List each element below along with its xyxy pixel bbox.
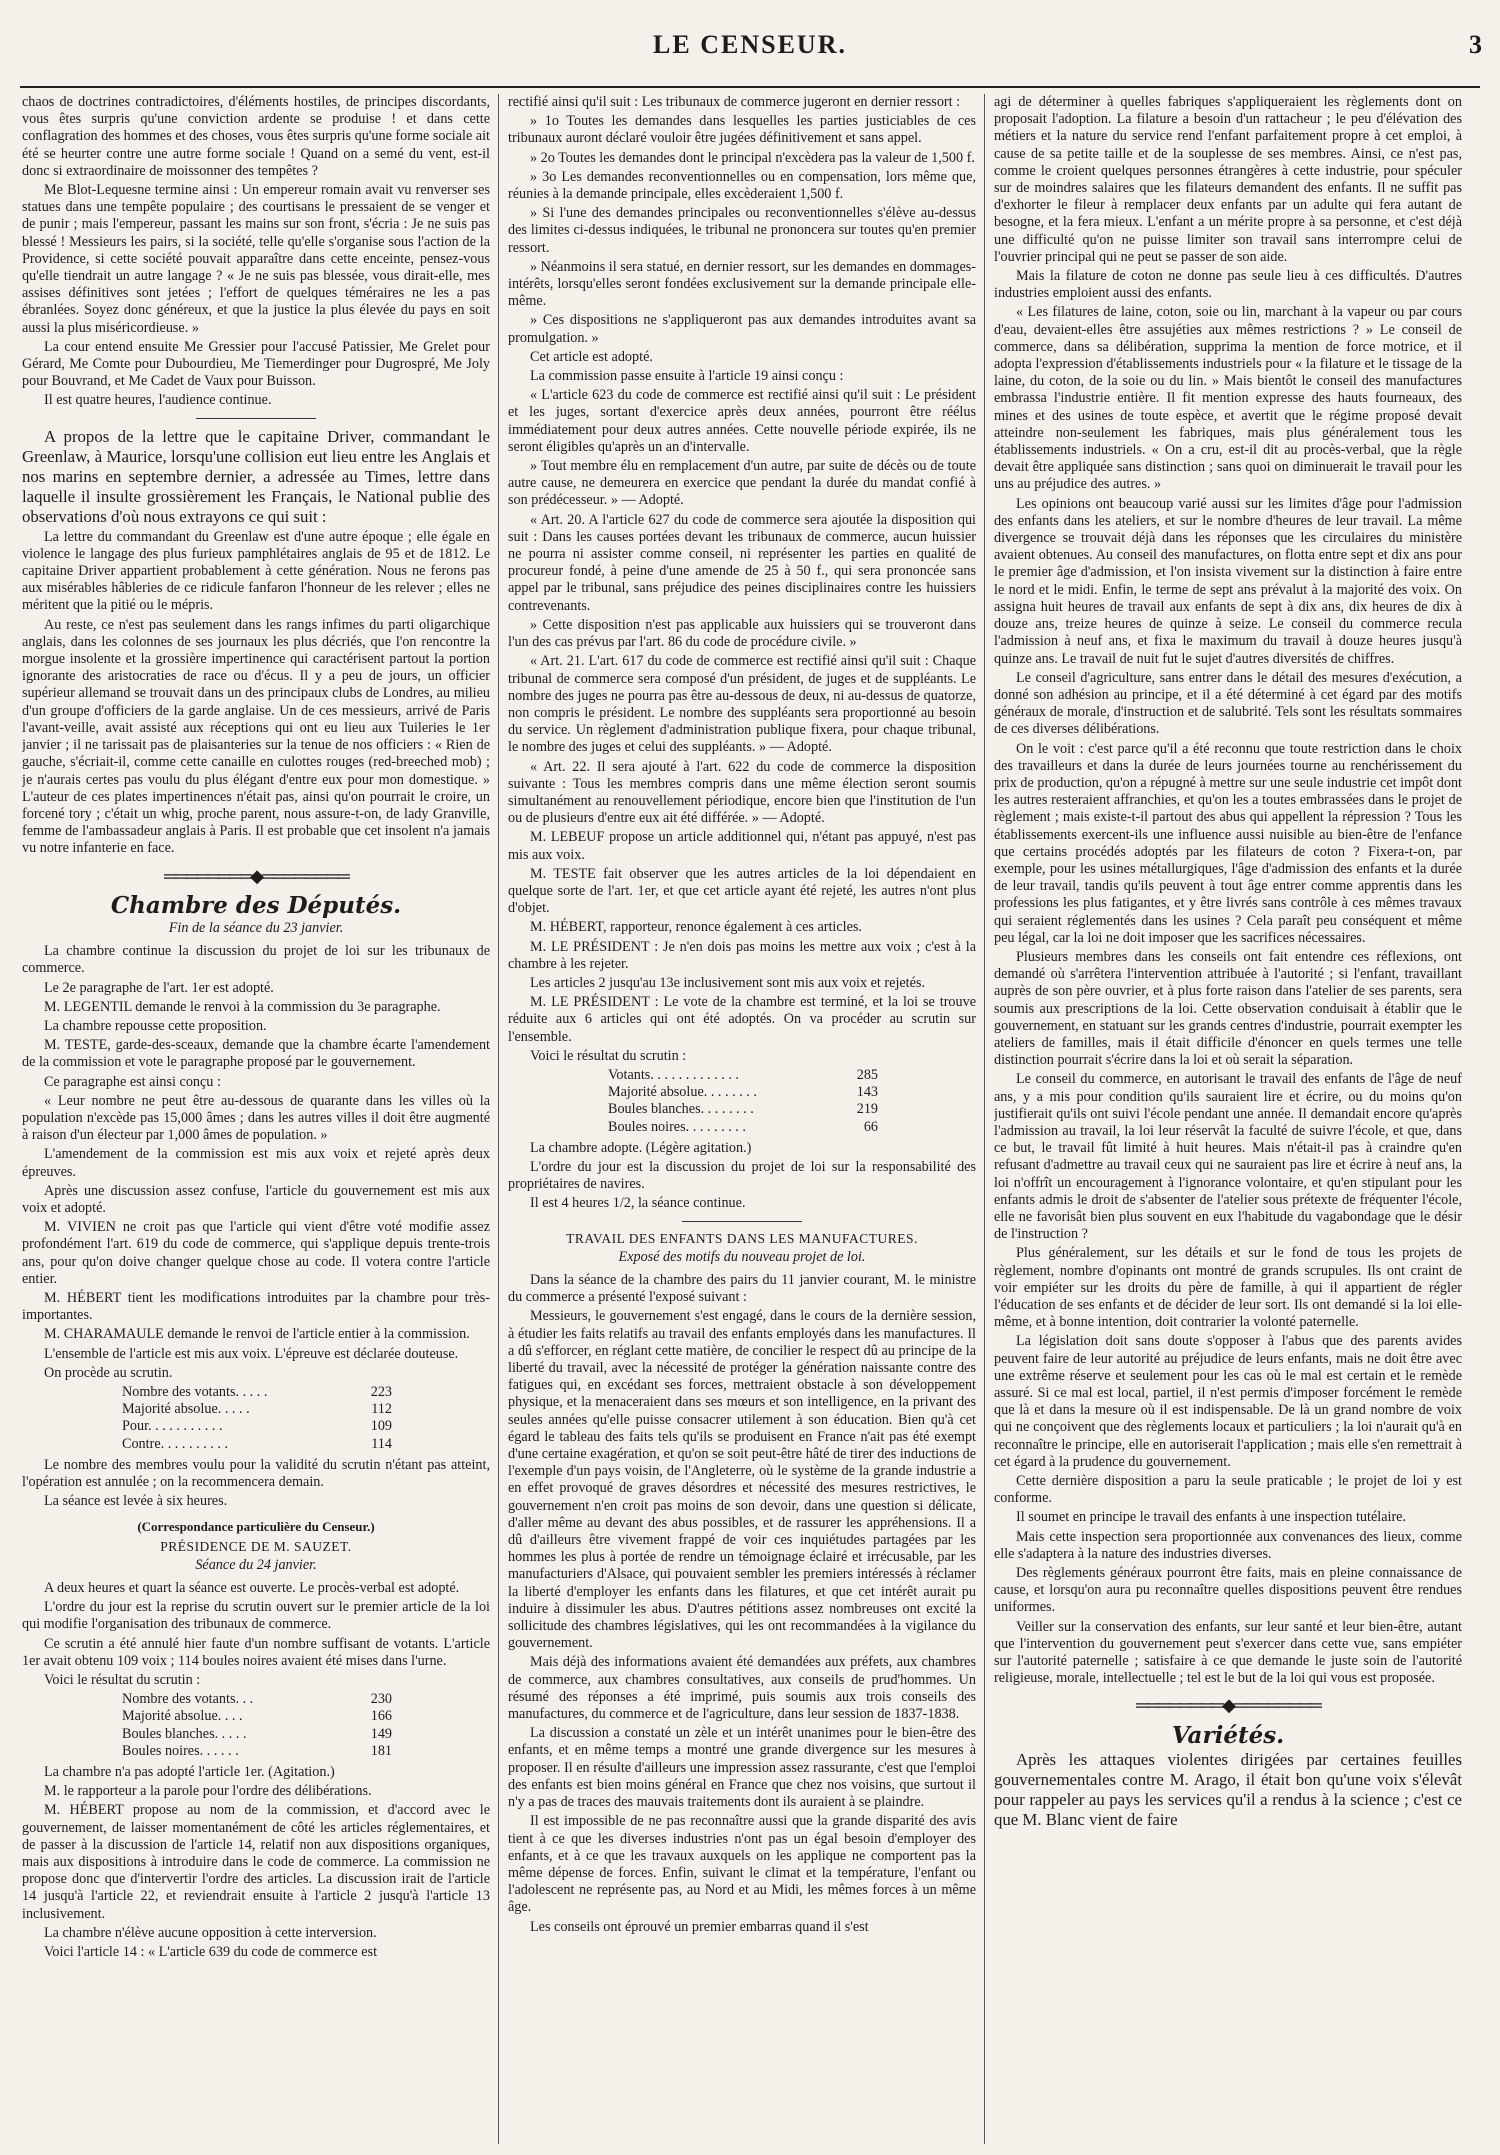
paragraph: Après une discussion assez confuse, l'article du gouvernement est mis aux voix et adopté. xyxy=(22,1182,490,1216)
paragraph: A propos de la lettre que le capitaine Driver, commandant le Greenlaw, à Maurice, lorsqu'une collision eut lieu entre les Anglais et nos marins en septembre dernier, a adressée au Times, lettre dans laquelle il insulte grossièrement les Français, le National publie des observations d'où nous extrayons ce qui suit : xyxy=(22,426,490,526)
vote-label: Pour. . . . . . . . . . . xyxy=(122,1418,223,1435)
paragraph: « Art. 20. A l'article 627 du code de commerce sera ajoutée la disposition qui suit : Dans les causes portées devant les tribunaux de commerce, aucun huissier ne pourra ni assister comme conseil, ni représenter les parties en qualité de procureur fondé, à peine d'une amende de 25 à 50 f., qui sera prononcée sans appel par le tribunal, sans préjudice des peines disciplinaires contre les huissiers contrevenants. xyxy=(508,511,976,614)
paragraph: M. HÉBERT propose au nom de la commission, et d'accord avec le gouvernement, de laisser momentanément de côté les articles réglementaires, et de passer à la discussion de l'article 14, relatif non aux dispositions organiques, mais aux dispositions à introduire dans le code de commerce. La commission ne propose donc que d'intervertir l'ordre des articles. La discussion irait de l'article 14 jusqu'à l'article 22, et reviendrait ensuite à l'article 2 jusqu'à l'article 13 inclusivement. xyxy=(22,1802,490,1922)
paragraph: Les conseils ont éprouvé un premier embarras quand il s'est xyxy=(530,1918,869,1935)
column-divider xyxy=(498,94,499,2144)
paragraph: Des règlements généraux pourront être faits, mais en pleine connaissance de cause, et lorsqu'on aura pu reconnaître quelles dispositions peuvent être rendues uniformes. xyxy=(994,1565,1462,1616)
vote-value: 285 xyxy=(856,1066,878,1083)
paragraph: Le conseil du commerce, en autorisant le travail des enfants de l'âge de neuf ans, y a mis pour condition qu'ils sauraient lire et écrire, ou du moins qu'on justifierait qu'ils ont suivi l'école pendant une année. Il demandait encore qu'après l'admission au travail, la loi leur réservât la faculté de suivre l'école, et que, dans ce but, le travail fût limité à huit heures. Mais n'était-il pas à craindre qu'en refusant d'admettre au travail ceux qui ne sauraient pas lire et écrire à neuf ans, la loi n'offrît un encouragement à l'ignorance volontaire, et qu'en stipulant pour les enfants admis le droit de s'absenter de l'atelier sous prétexte de fréquenter l'école, elle ne favorisât bien plus souvent en eux l'habitude du vagabondage que le désir de l'instruction ? xyxy=(994,1071,1462,1243)
paragraph: La lettre du commandant du Greenlaw est d'une autre époque ; elle égale en violence le langage des plus furieux pamphlétaires anglais de 95 et de 1812. Le capitaine Driver appartient probablement à cette génération. Nous ne ferons pas aux misérables hâbleries de ce ridicule fanfaron l'honneur de les relever ; elles ne méritent que la pitié ou le mépris. xyxy=(22,528,490,614)
column-1 xyxy=(22,94,490,2144)
column-divider xyxy=(984,94,985,2144)
presidency-heading: PRÉSIDENCE DE M. SAUZET. xyxy=(160,1538,352,1554)
paragraph: M. LE PRÉSIDENT : Je n'en dois pas moins les mettre aux voix ; c'est à la chambre à les rejeter. xyxy=(508,938,976,972)
correspondence-note: (Correspondance particulière du Censeur.) xyxy=(137,1519,375,1535)
ornament-divider: ════════◆════════ xyxy=(1136,1695,1320,1716)
paragraph: Les articles 2 jusqu'au 13e inclusivement sont mis aux voix et rejetés. xyxy=(530,974,925,991)
paragraph: L'ordre du jour est la discussion du projet de loi sur la responsabilité des propriétaires de navires. xyxy=(508,1158,976,1193)
paragraph: chaos de doctrines contradictoires, d'éléments hostiles, de principes discordants, vous êtes surpris qu'une conviction ardente se produise ! et dans cette conflagration des hommes et des choses, vous êtes surpris qu'une forme sociale ait été se heurter contre une autre forme sociale ! Quand on a semé du vent, est-il donc si extraordinaire de moissonner des tempêtes ? xyxy=(22,94,490,179)
paragraph: La commission passe ensuite à l'article 19 ainsi conçu : xyxy=(530,368,844,385)
paragraph: M. LEGENTIL demande le renvoi à la commission du 3e paragraphe. xyxy=(44,998,441,1015)
paragraph: » Cette disposition n'est pas applicable aux huissiers qui se trouveront dans l'un des cas prévus par l'art. 86 du code de procédure civile. » xyxy=(508,616,976,651)
paragraph: Mais la filature de coton ne donne pas seule lieu à ces difficultés. D'autres industries emploient aussi des enfants. xyxy=(994,268,1462,302)
paragraph: Mais déjà des informations avaient été demandées aux préfets, aux chambres de commerce, aux chambres consultatives, aux conseils de prud'hommes. Un résumé des réponses a été imprimé, puis soumis aux trois conseils des manufactures, du commerce et de l'agriculture, dans leur session de 1837-1838. xyxy=(508,1654,976,1723)
ornament-divider: ════════◆════════ xyxy=(164,865,348,886)
vote-label: Nombre des votants. . . xyxy=(122,1691,254,1708)
paragraph: La chambre n'élève aucune opposition à cette interversion. xyxy=(44,1924,377,1941)
vote-value: 181 xyxy=(370,1742,392,1759)
vote-value: 66 xyxy=(863,1118,878,1135)
paragraph: Cette dernière disposition a paru la seule praticable ; le projet de loi y est conforme. xyxy=(994,1473,1462,1507)
paragraph: Ce scrutin a été annulé hier faute d'un nombre suffisant de votants. L'article 1er avait obtenu 109 voix ; 114 boules noires avaient été mises dans l'urne. xyxy=(22,1635,490,1669)
section-title: Chambre des Députés. xyxy=(110,891,402,919)
paragraph: La législation doit sans doute s'opposer à l'abus que des parents avides peuvent faire de leur autorité au préjudice de leurs enfants, mais ne doit être avec une extrême réserve et seulement pour les cas où le mal est certain et le remède assuré. Si ce mal est local, partiel, il n'est permis d'imposer forcément le remède que là et dans la mesure où il est indispensable. De là un grand nombre de voix qui ne conçoivent que des règlements locaux et particuliers ; la loi n'aurait qu'à en reconnaître le principe, elle en autoriserait l'application ; mais elle s'en remettrait à cet égard à la prudence du gouvernement. xyxy=(994,1333,1462,1470)
page-number: 3 xyxy=(1469,30,1482,59)
paragraph: « Les filatures de laine, coton, soie ou lin, marchant à la vapeur ou par cours d'eau, devaient-elles être assujéties aux mêmes restrictions ? » Le conseil de commerce, dans sa délibération, supprima la mention de force motrice, et il adopta l'expression d'établissements industriels pour « la filature et le tissage de la laine, du coton, de la soie ou du lin. » Mais bientôt le conseil des manufactures embrassa l'industrie entière. Il fit mention expresse des hauts fourneaux, des mines et des usines de toute espèce, et avertit que le régime proposé devait atteindre non-seulement les fabriques, mais plus généralement tous les établissements industriels. « On a cru, est-il dit au procès-verbal, que la règle devait être appliquée sans distinction ; sans quoi on diminuerait le travail pour les uns au préjudice des autres. » xyxy=(994,304,1462,493)
vote-label: Majorité absolue. . . . . xyxy=(122,1401,250,1418)
article-subtitle: Exposé des motifs du nouveau projet de loi. xyxy=(618,1248,866,1265)
paragraph: » Ces dispositions ne s'appliqueront pas aux demandes introduites avant sa promulgation. » xyxy=(508,312,976,346)
paragraph: Dans la séance de la chambre des pairs du 11 janvier courant, M. le ministre du commerce a présenté l'exposé suivant : xyxy=(508,1272,976,1306)
separator-rule xyxy=(682,1221,802,1222)
paragraph: Mais cette inspection sera proportionnée aux convenances des lieux, comme elle s'adaptera à la nature des industries diverses. xyxy=(994,1528,1462,1562)
session-heading: Séance du 24 janvier. xyxy=(195,1556,317,1573)
paragraph: M. CHARAMAULE demande le renvoi de l'article entier à la commission. xyxy=(44,1326,470,1343)
vote-label: Boules noires. . . . . . . . . xyxy=(608,1118,746,1135)
vote-label: Boules blanches. . . . . . . . xyxy=(608,1101,754,1118)
paragraph: agi de déterminer à quelles fabriques s'appliqueraient les règlements dont on proposait l'adoption. La filature a besoin d'un rattacheur ; le peu d'élévation des métiers et la nature du service rend l'enfant parfaitement propre à cet emploi, à cause de sa petite taille et de la souplesse de ses membres. Ainsi, ce n'est pas, comme le croient quelques personnes étrangères à cette industrie, pour spéculer sur de moindres salaires que les filateurs demandent des enfants. Il ne suffit pas d'exhorter le fileur à remplacer deux enfants par un adulte qui fera autant de besogne, et la fera mieux. L'enfant a un mérite propre à sa personne, et c'est déjà une difficulté qu'on ne puisse limiter son travail sans interrompre celui de l'ouvrier principal qui ne peut se passer de son aide. xyxy=(994,94,1462,265)
masthead xyxy=(0,0,1500,88)
paragraph: M. TESTE fait observer que les autres articles de la loi dépendaient en quelque sorte de l'art. 1er, et que cet article ayant été rejeté, les autres n'ont plus d'objet. xyxy=(508,865,976,917)
paragraph: M. HÉBERT, rapporteur, renonce également à ces articles. xyxy=(530,919,862,936)
paragraph: » 2o Toutes les demandes dont le principal n'excèdera pas la valeur de 1,500 f. xyxy=(530,149,975,166)
header-rule xyxy=(20,86,1480,88)
vote-label: Boules noires. . . . . . xyxy=(122,1742,239,1759)
column-2 xyxy=(508,94,976,2144)
paragraph: Le 2e paragraphe de l'art. 1er est adopté. xyxy=(44,979,274,996)
paragraph: Me Blot-Lequesne termine ainsi : Un empereur romain avait vu renverser ses statues dans une tempête populaire ; des courtisans le pressaient de se venger et de punir ; mais l'empereur, passant les mains sur son front, s'écria : Je ne suis pas blessé ! Messieurs les pairs, si la société, telle qu'elle s'organise sous l'action de la Providence, si cette société pouvait apparaître dans cette enceinte, pensez-vous qu'elle tiendrait un autre langage ? « Je ne suis pas blessée, vous dirait-elle, mes assises définitives sont jetées ; l'effort de quelques téméraires ne les a pas ébranlées. Soyez donc généreux, et que la justice la plus élevée du pays en soit aussi la plus miséricordieuse. » xyxy=(22,182,490,336)
newspaper-title: LE CENSEUR. xyxy=(653,30,847,59)
paragraph: On le voit : c'est parce qu'il a été reconnu que toute restriction dans le choix des travailleurs et dans la durée de leurs journées tourne au renchérissement du prix de production, qu'on a répugné à mettre sur une seule industrie cet impôt dont les autres resteraient affranchies, et qu'on les a toutes embrassées dans le projet de règlement ; mais existe-t-il partout des abus qui appellent la répression ? Tous les établissements exercent-ils une influence aussi nuisible au bien-être de l'enfance que certains procédés adoptés par les filateurs de coton ? Fixera-t-on, par exemple, pour les usines métallurgiques, l'âge d'admission des enfants et la durée de leur travail, tandis qu'ils peuvent à tout âge entrer comme apprentis dans les professions les plus fatigantes, et y être livrés sans contrôle à ces mêmes travaux qui seraient réglementés dans les usines ? Cela paraît peu conséquent et même peu légal, car la loi ne doit imposer que les sacrifices nécessaires. xyxy=(994,740,1462,946)
separator-rule xyxy=(196,418,316,419)
vote-value: 149 xyxy=(370,1725,392,1742)
paragraph: « L'article 623 du code de commerce est rectifié ainsi qu'il suit : Le président et les juges, sortant d'exercice après deux années, pourront être réélus immédiatement pour deux autres années. Cette nouvelle période expirée, ils ne seront éligibles qu'après un an d'intervalle. xyxy=(508,387,976,455)
paragraph: Ce paragraphe est ainsi conçu : xyxy=(44,1073,221,1090)
paragraph: La chambre continue la discussion du projet de loi sur les tribunaux de commerce. xyxy=(22,943,490,977)
paragraph: Messieurs, le gouvernement s'est engagé, dans le cours de la dernière session, à étudier les faits relatifs au travail des enfants employés dans les manufactures. Il a dû s'efforcer, en réglant cette matière, de concilier le respect dû au principe de la liberté du travail, avec la nécessité de protéger la génération naissante contre des fatigues qui, en excédant ses forces, mettraient obstacle à son développement physique, et la menaceraient dans ses mœurs et son intelligence, en la privant des seules années qu'elle puisse consacrer utilement à son éducation. Bien qu'à cet égard le tableau des faits tels qu'ils se produisent en France n'ait pas été exempt d'une certaine exagération, et qu'on se soit peut-être hâté de tirer des inductions de l'exemple d'un pays voisin, de l'Angleterre, où le système de la grande industrie a en effet provoqué de graves désordres et nécessité des mesures restrictives, le gouvernement n'en croit pas moins de son devoir, dans une question si délicate, d'aller même au devant des abus possibles, et de rassurer les appréhensions. Il a dû d'ailleurs être vivement frappé de voir ces inquiétudes partagées par les hommes les plus à portée de rendre un témoignage éclairé et irrécusable, par les manufacturiers d'Alsace, qui pouvaient sembler les premiers intéressés à réclamer la liberté d'employer les enfants dans les filatures, et que cet intérêt aurait pu induire à dissimuler les abus. D'autres pétitions assez nombreuses ont excité la sollicitude des chambres législatives, qui les ont recommandées à la vigilance du gouvernement. xyxy=(508,1308,976,1652)
paragraph: On procède au scrutin. xyxy=(44,1364,173,1381)
paragraph: Il soumet en principe le travail des enfants à une inspection tutélaire. xyxy=(1016,1509,1407,1526)
vote-value: 230 xyxy=(370,1691,392,1708)
section-subtitle: Fin de la séance du 23 janvier. xyxy=(168,919,344,936)
paragraph: » Néanmoins il sera statué, en dernier ressort, sur les demandes en dommages-intérêts, lorsqu'elles seront fondées exclusivement sur la demande principale elle-même. xyxy=(508,258,976,310)
paragraph: rectifié ainsi qu'il suit : Les tribunaux de commerce jugeront en dernier ressort : xyxy=(508,94,961,110)
paragraph: » 3o Les demandes reconventionnelles ou en compensation, lors même que, réunies à la demande principale, elles excèderaient 1,500 f. xyxy=(508,168,976,203)
paragraph: La séance est levée à six heures. xyxy=(44,1493,228,1510)
paragraph: La chambre adopte. (Légère agitation.) xyxy=(530,1139,752,1156)
paragraph: » Tout membre élu en remplacement d'un autre, par suite de décès ou de toute autre cause, ne demeurera en exercice que pendant la durée du mandat confié à son prédécesseur. » — Adopté. xyxy=(508,458,976,509)
paragraph: Il est 4 heures 1/2, la séance continue. xyxy=(530,1195,746,1212)
vote-label: Majorité absolue. . . . . . . . xyxy=(608,1084,757,1101)
vote-label: Boules blanches. . . . . xyxy=(122,1725,247,1742)
paragraph: » 1o Toutes les demandes dans lesquelles les parties justiciables de ces tribunaux auront déclaré vouloir être jugées définitivement et sans appel. xyxy=(508,113,976,147)
vote-value: 114 xyxy=(371,1435,392,1452)
vote-value: 109 xyxy=(370,1418,392,1435)
paragraph: Plusieurs membres dans les conseils ont fait entendre ces réflexions, ont demandé où s'arrêtera l'intervention attribuée à l'autorité ; si l'enfant, travaillant auprès de son père ouvrier, et à plus forte raison dans l'atelier de ses parents, sera soumis aux prescriptions de la loi. Cette observation conduisait à établir que le gouvernement, en statuant sur les grands centres d'industrie, pourrait exempter les ateliers de familles, mais il était difficile d'énoncer en quels termes une telle distinction pourrait s'écrire dans la loi et où serait la séparation. xyxy=(994,948,1462,1069)
paragraph: M. TESTE, garde-des-sceaux, demande que la chambre écarte l'amendement de la commission et vote le paragraphe proposé par le gouvernement. xyxy=(22,1037,490,1071)
vote-label: Votants. . . . . . . . . . . . . xyxy=(608,1066,739,1083)
vote-value: 223 xyxy=(370,1384,392,1400)
paragraph: Voici le résultat du scrutin : xyxy=(530,1047,687,1064)
paragraph: L'ordre du jour est la reprise du scrutin ouvert sur le premier article de la loi qui modifie l'organisation des tribunaux de commerce. xyxy=(22,1599,490,1633)
paragraph: Après les attaques violentes dirigées par certaines feuilles gouvernementales contre M. Arago, il était bon qu'une voix s'élevât pour rappeler au pays les services qu'il a rendus à la science ; c'est ce que M. Blanc vient de faire xyxy=(994,1749,1462,1829)
vote-table xyxy=(122,1691,490,1760)
paragraph: Plus généralement, sur les détails et sur le fond de tous les projets de règlement, nombre d'opinants ont montré de grands scrupules. Ils ont craint de voir empiéter sur les droits du père de famille, à qui il appartient de régler l'éducation de ses enfants et de décider de leur sort. Ils ont demandé si la loi elle-même, et à bonne intention, doit contrarier la volonté paternelle. xyxy=(994,1245,1462,1331)
paragraph: A deux heures et quart la séance est ouverte. Le procès-verbal est adopté. xyxy=(44,1580,460,1597)
paragraph: Le nombre des membres voulu pour la validité du scrutin n'étant pas atteint, l'opération est annulée ; on la recommencera demain. xyxy=(22,1456,490,1491)
vote-label: Contre. . . . . . . . . . xyxy=(122,1435,229,1452)
vote-table xyxy=(122,1384,490,1453)
vote-label: Majorité absolue. . . . xyxy=(122,1708,243,1725)
vote-label: Nombre des votants. . . . . xyxy=(122,1384,268,1400)
paragraph: M. VIVIEN ne croit pas que l'article qui vient d'être voté modifie assez profondément l'art. 619 du code de commerce, qui s'applique depuis trente-trois ans, pour qu'on doive changer quelque chose au code. Il votera contre l'article entier. xyxy=(22,1219,490,1287)
paragraph: « Leur nombre ne peut être au-dessous de quarante dans les villes où la population n'excède pas 15,000 âmes ; dans les autres villes il doit être augmenté à raison d'un électeur par 1,000 âmes de population. » xyxy=(22,1092,490,1144)
paragraph: Voici le résultat du scrutin : xyxy=(44,1672,201,1689)
paragraph: La discussion a constaté un zèle et un intérêt unanimes pour le bien-être des enfants, et en même temps a montré une grande divergence sur les mesures à proposer. Il en résulte d'ailleurs une impression assez rassurante, c'est que l'emploi des enfants est bien moins général en France que chez nos voisins, que surtout il n'y a pas de traces des mauvais traitements dont ils auraient à se plaindre. xyxy=(508,1725,976,1811)
column-3 xyxy=(994,94,1462,2144)
vote-table xyxy=(608,1067,976,1136)
paragraph: » Si l'une des demandes principales ou reconventionnelles s'élève au-dessus des limites ci-dessus indiquées, le tribunal ne prononcera sur toutes qu'en premier ressort. xyxy=(508,205,976,256)
vote-value: 143 xyxy=(856,1084,878,1101)
article-heading: TRAVAIL DES ENFANTS DANS LES MANUFACTURES. xyxy=(566,1230,918,1246)
paragraph: M. LE PRÉSIDENT : Le vote de la chambre est terminé, et la loi se trouve réduite aux 6 articles qui ont été adoptés. On va procéder au scrutin sur l'ensemble. xyxy=(508,994,976,1045)
paragraph: M. LEBEUF propose un article additionnel qui, n'étant pas appuyé, n'est pas mis aux voix. xyxy=(508,829,976,863)
paragraph: Veiller sur la conservation des enfants, sur leur santé et leur bien-être, autant que l'intervention du gouvernement peut s'exercer dans cette vue, sans empiéter sur l'autorité paternelle ; satisfaire à ce que demande le juste soin de l'autorité religieuse, morale, intellectuelle ; tel est le but de la loi qui vous est proposée. xyxy=(994,1618,1462,1687)
paragraph: La chambre n'a pas adopté l'article 1er. (Agitation.) xyxy=(44,1764,335,1781)
paragraph: Il est quatre heures, l'audience continue. xyxy=(44,392,272,409)
paragraph: L'amendement de la commission est mis aux voix et rejeté après deux épreuves. xyxy=(22,1146,490,1180)
paragraph: « Art. 22. Il sera ajouté à l'art. 622 du code de commerce la disposition suivante : Tous les membres compris dans une même élection seront soumis simultanément au renouvellement périodique, encore bien que l'institution de l'un ou de plusieurs d'entre eux ait été différée. » — Adopté. xyxy=(508,758,976,827)
paragraph: M. HÉBERT tient les modifications introduites par la chambre pour très-importantes. xyxy=(22,1289,490,1324)
paragraph: Le conseil d'agriculture, sans entrer dans le détail des mesures d'exécution, a donné son adhésion au principe, et il a été déterminé à cet égard par des motifs généraux de morale, d'instruction et de salubrité. Tels sont les résultats sommaires de ces diverses délibérations. xyxy=(994,669,1462,738)
paragraph: L'ensemble de l'article est mis aux voix. L'épreuve est déclarée douteuse. xyxy=(44,1345,459,1362)
paragraph: La chambre repousse cette proposition. xyxy=(44,1017,267,1034)
paragraph: Il est impossible de ne pas reconnaître aussi que la grande disparité des avis tient à ce que les diverses industries n'ont pas un égal besoin d'employer des enfants, et à ce que les travaux auxquels on les applique ne comportent pas la même dépense de forces. Enfin, suivant le climat et la température, l'enfant ou l'adolescent ne représente pas, au Nord et au Midi, les mêmes forces à un même âge. xyxy=(508,1813,976,1916)
vote-value: 166 xyxy=(370,1708,392,1725)
paragraph: M. le rapporteur a la parole pour l'ordre des délibérations. xyxy=(44,1783,372,1800)
paragraph: Les opinions ont beaucoup varié aussi sur les limites d'âge pour l'admission des enfants dans les ateliers, et sur le nombre d'heures de leur travail. La même divergence se trouvait déjà dans les réponses que les circulaires du ministère avaient obtenues. Au conseil des manufactures, on flotta entre sept et dix ans pour le premier âge d'admission, et l'on insista vivement sur la distinction à faire entre le nord et le midi. Enfin, le terme de sept ans prévalut à la majorité des voix. On assigna huit heures de travail aux enfants de sept à dix ans, dix heures de dix à douze ans, treize heures de quinze à seize. Le conseil du commerce recula l'admission à neuf ans, et fixa le maximum du travail à douze heures jusqu'à quinze ans. Le travail de nuit fut le sujet d'autres diversités de chiffres. xyxy=(994,495,1462,667)
paragraph: Voici l'article 14 : « L'article 639 du code de commerce est xyxy=(44,1944,378,1961)
paragraph: La cour entend ensuite Me Gressier pour l'accusé Patissier, Me Grelet pour Gérard, Me Comte pour Dubourdieu, Me Tiemerdinger pour Dugrospré, Me Joly pour Bouvrand, et Me Cadet de Vaux pour Buisson. xyxy=(22,338,490,390)
vote-value: 219 xyxy=(856,1101,878,1118)
paragraph: Au reste, ce n'est pas seulement dans les rangs infimes du parti oligarchique anglais, dans les colonnes de ses journaux les plus décriés, que l'on rencontre la morgue insolente et la grossière impertinence qui caractérisent partout la portion ignorante des aristocraties de race ou d'écus. Il y a peu de jours, un officier supérieur allemand se trouvait dans un des principaux clubs de Londres, au milieu d'un groupe d'officiers de la garde anglaise. Un de ces messieurs, arrivé de Paris l'avant-veille, avait assisté aux réceptions qui ont eu lieu aux Tuileries le 1er janvier ; il ne tarissait pas de plaisanteries sur la tenue de nos officiers : « Rien de gauche, s'écriait-il, comme cette canaille en culottes rouges (red-breeched mob) ; je n'aurais certes pas voulu du plus élégant d'entre eux pour mon domestique. » L'auteur de ces plates impertinences n'était pas, ainsi qu'on pourrait le croire, un forcené tory ; c'était un whig, proche parent, nous assure-t-on, de lady Granville, femme de l'ambassadeur anglais à Paris. Il est probable que cet insolent n'a jamais vu notre infanterie en face. xyxy=(22,616,490,857)
vote-value: 112 xyxy=(371,1401,392,1418)
paragraph: Cet article est adopté. xyxy=(530,348,653,365)
section-title: Variétés. xyxy=(1171,1721,1285,1749)
paragraph: « Art. 21. L'art. 617 du code de commerce est rectifié ainsi qu'il suit : Chaque tribunal de commerce sera composé d'un président, de juges et de suppléants. Le nombre des juges ne pourra pas être au-dessous de deux, ni au-dessus de quatorze, non compris le président. Le nombre des suppléants sera proportionné au besoin du service. Un règlement d'administration publique fixera, pour chaque tribunal, le nombre des juges et celui des suppléants. » — Adopté. xyxy=(508,653,976,756)
